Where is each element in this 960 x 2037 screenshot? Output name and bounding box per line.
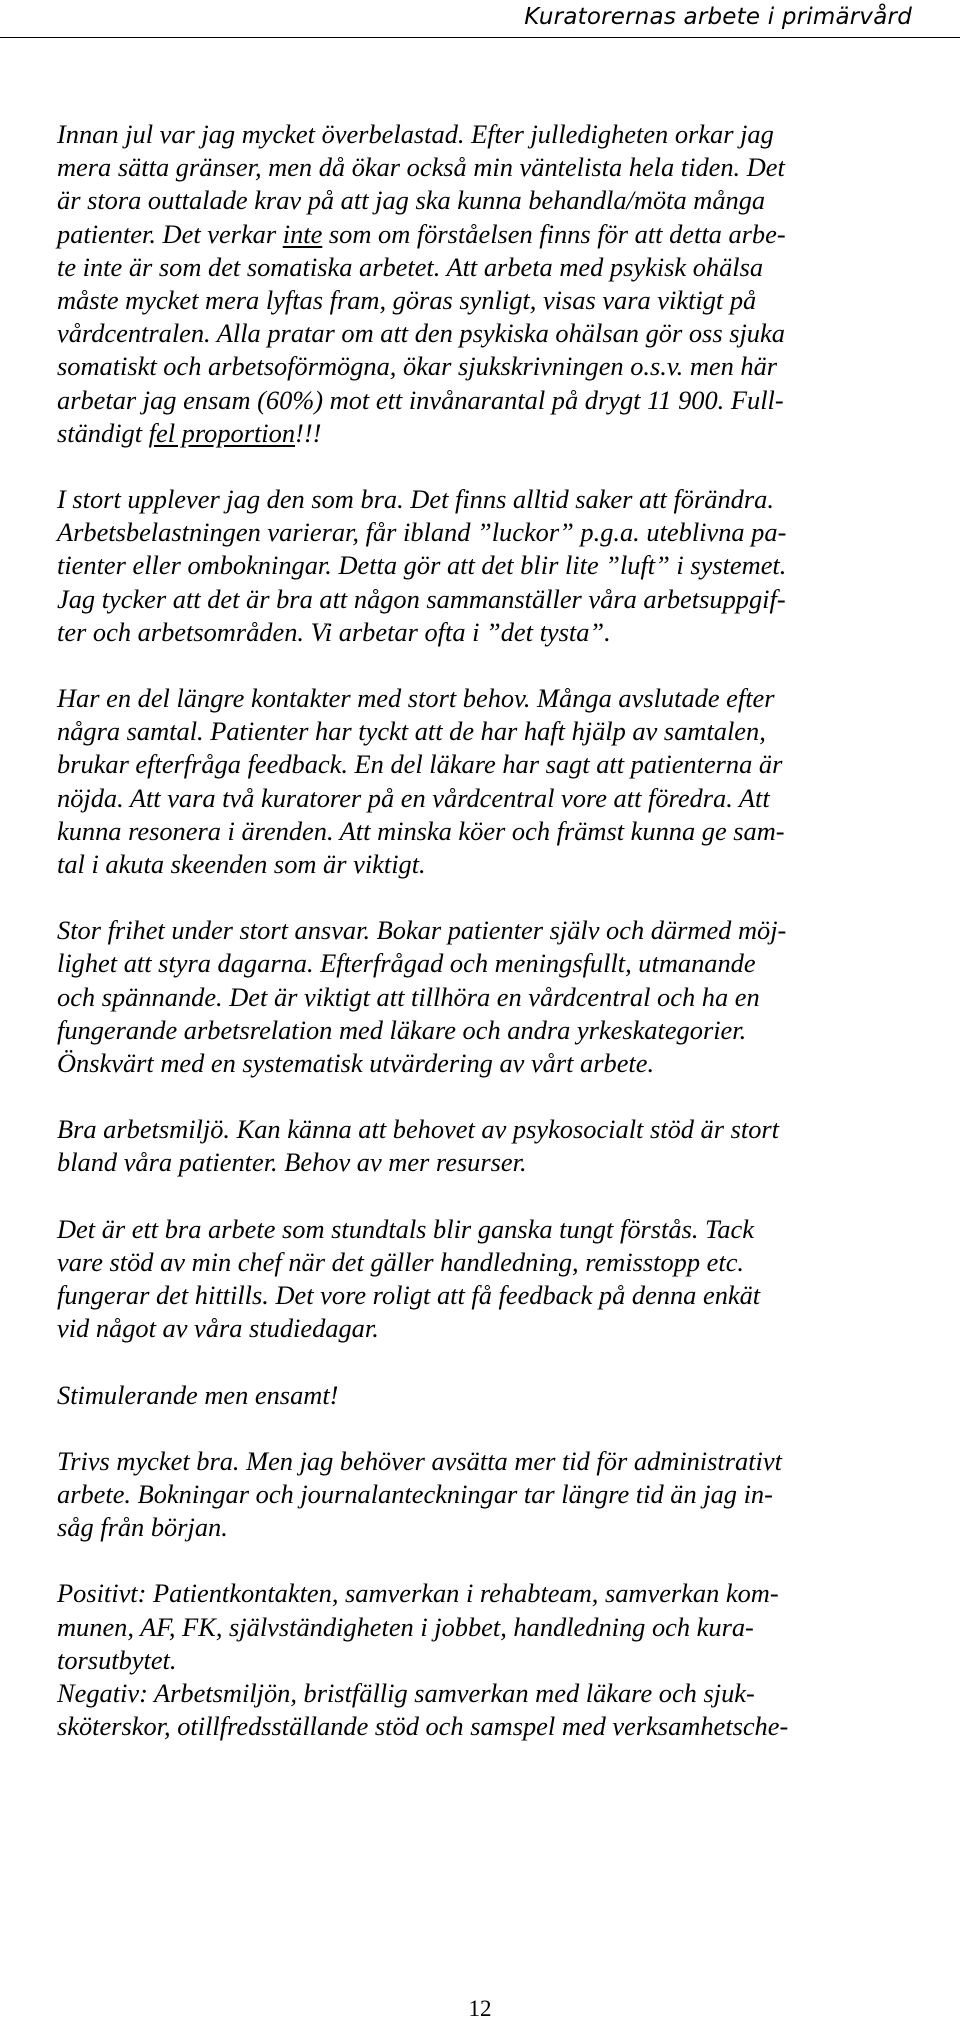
text-line: torsutbytet.: [57, 1644, 177, 1675]
text-line: te inte är som det somatiska arbetet. Att arbeta med psykisk ohälsa: [57, 251, 764, 282]
paragraph-freedom: [57, 914, 937, 1080]
text-run: ständigt: [57, 417, 149, 448]
text-line: fungerande arbetsrelation med läkare och andra yrkeskategorier.: [57, 1014, 747, 1045]
text-line: vårdcentralen. Alla pratar om att den psykiska ohälsan gör oss sjuka: [57, 318, 785, 349]
text-line: lighet att styra dagarna. Efterfrågad och meningsfullt, utmanande: [57, 948, 756, 979]
text-line: ter och arbetsområden. Vi arbetar ofta i ”det tysta”.: [57, 616, 611, 647]
text-run: !!!: [295, 417, 322, 448]
paragraph-stimulating: [57, 1379, 937, 1412]
text-line: tal i akuta skeenden som är viktigt.: [57, 849, 426, 880]
text-line: Trivs mycket bra. Men jag behöver avsätta mer tid för administrativt: [57, 1445, 782, 1476]
underlined-word: inte: [282, 218, 323, 249]
text-line: Stimulerande men ensamt!: [57, 1379, 339, 1410]
text-line: somatiskt och arbetsoförmögna, ökar sjukskrivningen o.s.v. men här: [57, 351, 778, 382]
text-line: kunna resonera i ärenden. Att minska köer och främst kunna ge sam-: [57, 815, 785, 846]
text-line: vid något av våra studiedagar.: [57, 1313, 379, 1344]
text-line: nöjda. Att vara två kuratorer på en vårdcentral vore att föredra. Att: [57, 782, 770, 813]
paragraph-heavy-work: [57, 1213, 937, 1346]
text-line: vare stöd av min chef när det gäller handledning, remisstopp etc.: [57, 1246, 745, 1277]
paragraph-administration: [57, 1445, 937, 1545]
text-line: Positivt: Patientkontakten, samverkan i rehabteam, samverkan kom-: [57, 1578, 779, 1609]
text-line: Det är ett bra arbete som stundtals blir ganska tungt förstås. Tack: [57, 1213, 754, 1244]
text-line: Har en del längre kontakter med stort behov. Många avslutade efter: [57, 683, 775, 714]
text-line: Önskvärt med en systematisk utvärdering av vårt arbete.: [57, 1048, 655, 1079]
text-line: [57, 417, 937, 450]
text-run: som om förståelsen finns för att detta arbe-: [322, 218, 786, 249]
text-line: tienter eller ombokningar. Detta gör att det blir lite ”luft” i systemet.: [57, 550, 787, 581]
text-line: är stora outtalade krav på att jag ska kunna behandla/möta många: [57, 185, 766, 216]
text-line: Arbetsbelastningen varierar, får ibland ”luckor” p.g.a. uteblivna pa-: [57, 517, 787, 548]
text-line: arbete. Bokningar och journalanteckningar tar längre tid än jag in-: [57, 1478, 773, 1509]
text-line: bland våra patienter. Behov av mer resurser.: [57, 1147, 527, 1178]
text-line: mera sätta gränser, men då ökar också min väntelista hela tiden. Det: [57, 152, 785, 183]
text-line: såg från början.: [57, 1512, 228, 1543]
page-number: 12: [468, 1996, 492, 2021]
text-line: Jag tycker att det är bra att någon sammanställer våra arbetsuppgif-: [57, 583, 786, 614]
text-line: Innan jul var jag mycket överbelastad. Efter julledigheten orkar jag: [57, 119, 774, 149]
text-line: munen, AF, FK, självständigheten i jobbet, handledning och kura-: [57, 1611, 754, 1642]
text-line: Bra arbetsmiljö. Kan känna att behovet av psykosocialt stöd är stort: [57, 1114, 780, 1145]
text-line: och spännande. Det är viktigt att tillhöra en vårdcentral och ha en: [57, 981, 760, 1012]
text-line: sköterskor, otillfredsställande stöd och samspel med verksamhetsche-: [57, 1711, 789, 1742]
header-divider: [0, 37, 960, 38]
paragraph-positive: [57, 1577, 937, 1677]
text-line: fungerar det hittills. Det vore roligt att få feedback på denna enkät: [57, 1280, 761, 1311]
paragraph-environment: [57, 1113, 937, 1179]
text-line: I stort upplever jag den som bra. Det finns alltid saker att förändra.: [57, 484, 774, 515]
text-line: [57, 218, 937, 251]
paragraph-negative: [57, 1677, 937, 1743]
underlined-phrase: fel proportion: [148, 417, 296, 448]
text-line: arbetar jag ensam (60%) mot ett invånarantal på drygt 11 900. Full-: [57, 384, 784, 415]
paragraph-contacts: [57, 682, 937, 881]
text-run: patienter. Det verkar: [57, 218, 283, 249]
text-line: Negativ: Arbetsmiljön, bristfällig samverkan med läkare och sjuk-: [57, 1677, 755, 1708]
text-line: några samtal. Patienter har tyckt att de har haft hjälp av samtalen,: [57, 716, 766, 747]
document-body: [57, 118, 937, 1743]
running-header: Kuratorernas arbete i primärvård: [524, 4, 912, 30]
paragraph-general: [57, 483, 937, 649]
text-line: brukar efterfråga feedback. En del läkare har sagt att patienterna är: [57, 749, 783, 780]
paragraph-overload: [57, 118, 937, 450]
text-line: måste mycket mera lyftas fram, göras synligt, visas vara viktigt på: [57, 285, 757, 316]
text-line: Stor frihet under stort ansvar. Bokar patienter själv och därmed möj-: [57, 915, 787, 946]
